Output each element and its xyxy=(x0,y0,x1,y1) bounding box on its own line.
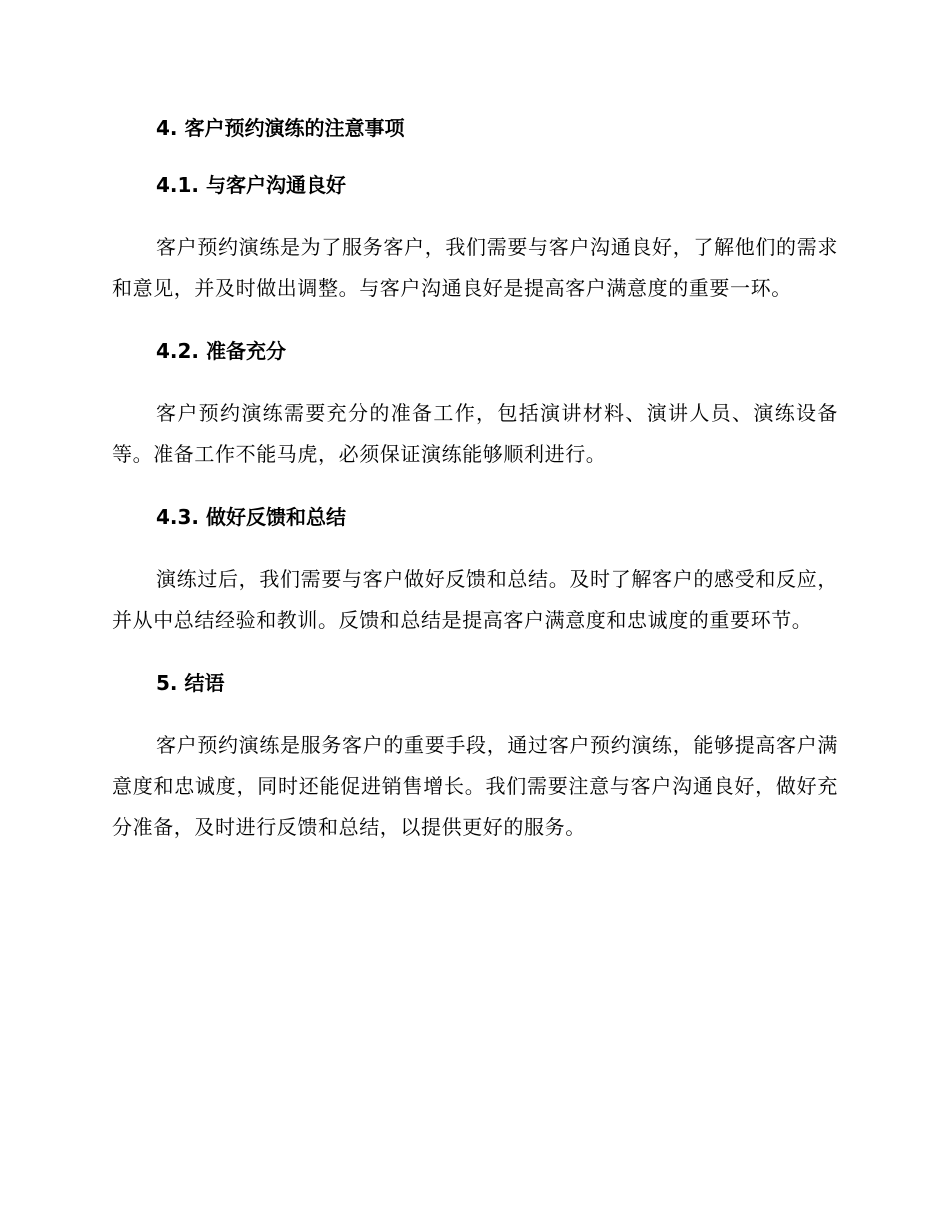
section-4-1-paragraph: 客户预约演练是为了服务客户，我们需要与客户沟通良好，了解他们的需求和意见，并及时做出调整。与客户沟通良好是提高客户满意度的重要一环。 xyxy=(112,235,838,300)
section-4-3-heading: 4.3. 做好反馈和总结 xyxy=(156,505,346,529)
section-4-3-paragraph: 演练过后，我们需要与客户做好反馈和总结。及时了解客户的感受和反应，并从中总结经验和教训。反馈和总结是提高客户满意度和忠诚度的重要环节。 xyxy=(112,567,838,632)
section-4-2-paragraph: 客户预约演练需要充分的准备工作，包括演讲材料、演讲人员、演练设备等。准备工作不能马虎，必须保证演练能够顺利进行。 xyxy=(112,401,838,466)
section-5-heading: 5. 结语 xyxy=(156,671,225,695)
section-4-heading: 4. 客户预约演练的注意事项 xyxy=(156,116,405,140)
section-4-1-heading: 4.1. 与客户沟通良好 xyxy=(156,173,346,197)
section-5-paragraph: 客户预约演练是服务客户的重要手段，通过客户预约演练，能够提高客户满意度和忠诚度，同时还能促进销售增长。我们需要注意与客户沟通良好，做好充分准备，及时进行反馈和总结，以提供更好的服务。 xyxy=(112,733,838,839)
section-4-2-heading: 4.2. 准备充分 xyxy=(156,339,286,363)
